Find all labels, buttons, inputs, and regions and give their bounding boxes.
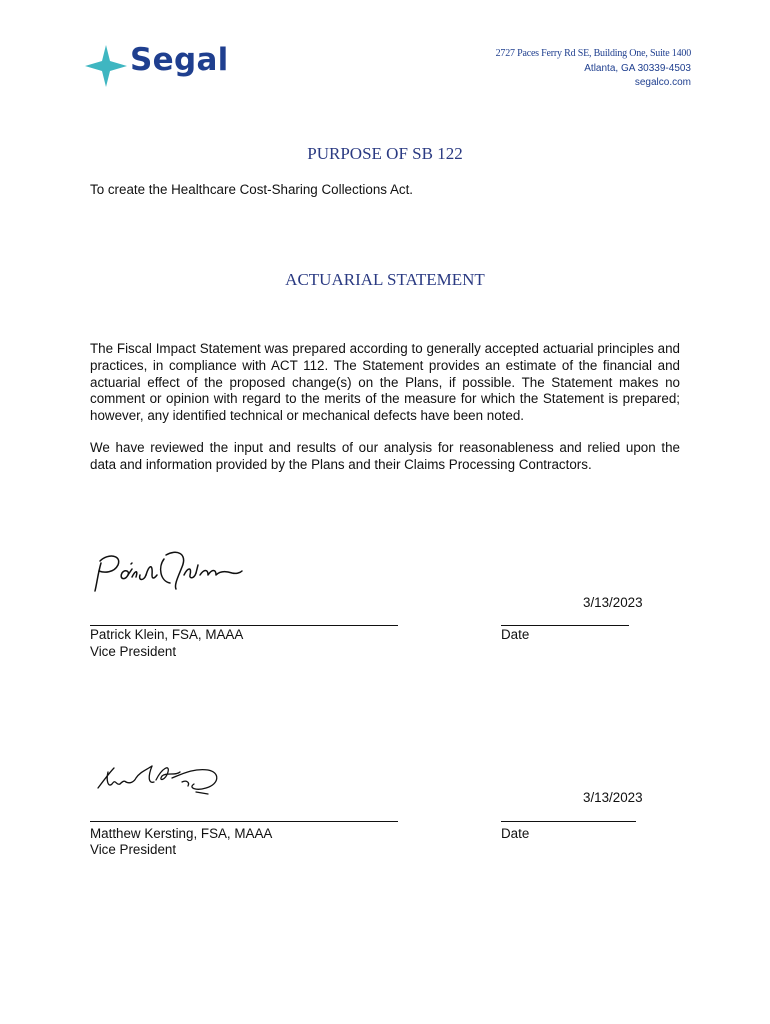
- date-2-line: [501, 821, 636, 822]
- date-2-label: Date: [501, 826, 530, 841]
- signature-1-line: [90, 625, 398, 626]
- purpose-text: To create the Healthcare Cost-Sharing Collections Act.: [90, 182, 414, 197]
- signature-2-line: [90, 821, 398, 822]
- star-icon: [84, 44, 128, 88]
- purpose-heading: PURPOSE OF SB 122: [307, 144, 463, 163]
- date-1-label: Date: [501, 627, 530, 642]
- website-link[interactable]: segalco.com: [634, 77, 691, 88]
- statement-paragraph-1: The Fiscal Impact Statement was prepared according to generally accepted actuarial principles and practices, in compliance with ACT 112. The Statement provides an estimate of the financial and actuarial effect of the proposed change(s) on the Plans, if possible. The Statement makes no comment or opinion with regard to the merits of the measure for which the Statement is prepared; however, any identified technical or mechanical defects have been noted.: [90, 341, 680, 424]
- statement-paragraph-2: We have reviewed the input and results of our analysis for reasonableness and relied upon the data and information provided by the Plans and their Claims Processing Contractors.: [90, 440, 680, 472]
- address-city: Atlanta, GA 30339-4503: [584, 62, 691, 74]
- date-1-line: [501, 625, 629, 626]
- statement-heading: ACTUARIAL STATEMENT: [285, 270, 485, 289]
- signature-1-date: 3/13/2023: [583, 595, 643, 610]
- signature-patrick-klein: [92, 545, 244, 593]
- signer-2-name: Matthew Kersting, FSA, MAAA: [90, 826, 273, 841]
- segal-logo: [84, 44, 234, 88]
- signer-1-name: Patrick Klein, FSA, MAAA: [90, 627, 244, 642]
- address-street: 2727 Paces Ferry Rd SE, Building One, Suite 1400: [495, 48, 691, 59]
- company-address: [496, 47, 691, 91]
- signature-2-date: 3/13/2023: [583, 790, 643, 805]
- signer-1-title: Vice President: [90, 644, 177, 659]
- signer-2-title: Vice President: [90, 842, 177, 857]
- signature-matthew-kersting: [96, 758, 222, 798]
- logo-text: Segal: [130, 42, 229, 78]
